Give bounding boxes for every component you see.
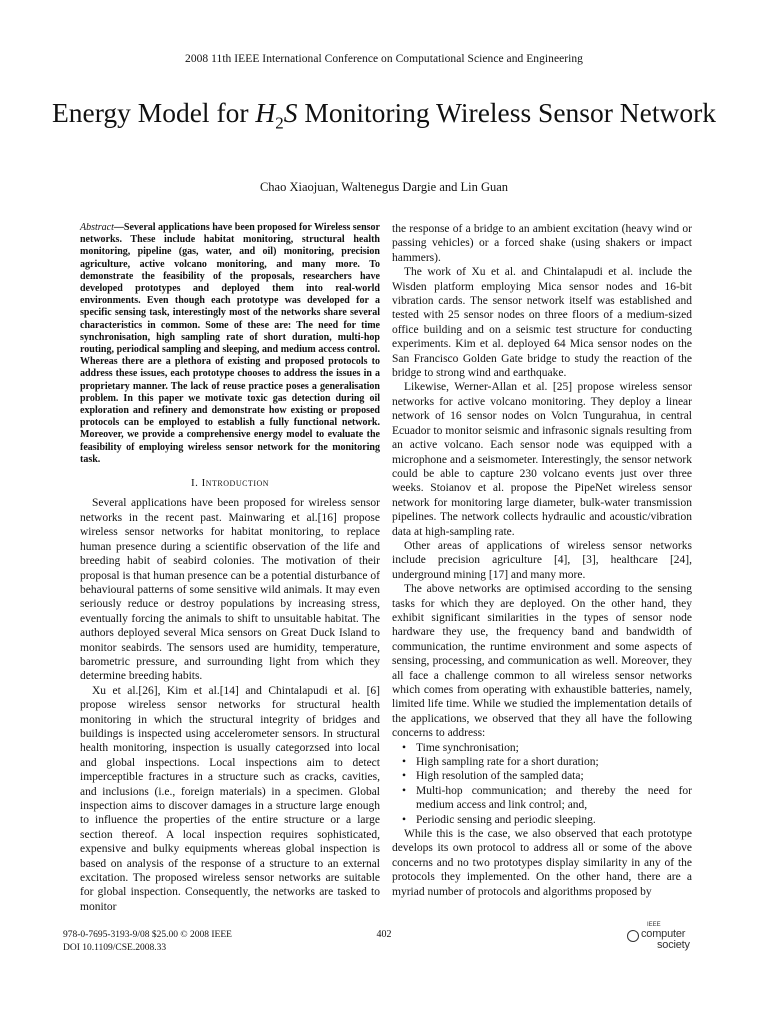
- abstract: [80, 222, 380, 466]
- logo-ieee-text: IEEE: [647, 922, 661, 928]
- body-paragraph: Likewise, Werner-Allan et al. [25] propose wireless sensor networks for active volcano monitoring. They deploy a linear network of 16 sensor nodes on Volcn Tungurahua, in central Ecuador to monitor seismic and infrasonic signals resulting from an active volcano. Each sensor node was equipped with a microphone and a seismometer. Interestingly, the sensor network could be able to capture 230 volcano events just over three weeks. Stoianov et al. propose the PipeNet wireless sensor network for monitoring large diameter, bulk-water transmission pipelines. The network collects hydraulic and acoustic/vibration data at high-sampling rate.: [392, 381, 692, 538]
- abstract-dash: —: [113, 222, 124, 233]
- list-item: • High resolution of the sampled data;: [416, 769, 692, 783]
- body-paragraph: The above networks are optimised according to the sensing tasks for which they are deployed. On the other hand, they exhibit significant similarities in the types of sensor node hardware they use, the frequency band and bandwidth of communication, the runtime environment and some aspects of sensing, processing, and communication as well. Moreover, they all face a challenge common to all wireless sensor networks which comes from operating with exhaustible batteries, namely, limited life time. While we studied the implementation details of the applications, we observed that they all have the following concerns to address:: [392, 583, 692, 740]
- abstract-label: Abstract: [80, 222, 114, 233]
- doi-line: DOI 10.1109/CSE.2008.33: [63, 943, 167, 953]
- conference-header: 2008 11th IEEE International Conference on Computational Science and Engineering: [185, 53, 583, 65]
- list-item: • High sampling rate for a short duration;: [416, 755, 692, 769]
- body-paragraph: The work of Xu et al. and Chintalapudi et al. include the Wisden platform employing Mica sensor nodes and 16-bit vibration cards. The sensor network itself was established and tested with 25 sensor nodes on three floors of a medium-sized office building and on a seismic test structure for conducting experiments. Kim et al. deployed 64 Mica sensor nodes on the San Francisco Golden Gate bridge to study the reaction of the bridge to strong wind and earthquake.: [392, 266, 692, 380]
- title-pre: Energy Model for: [51, 97, 256, 128]
- isbn-line: 978-0-7695-3193-9/08 $25.00 © 2008 IEEE: [63, 930, 232, 940]
- right-column: [392, 222, 692, 899]
- author-list: Chao Xiaojuan, Waltenegus Dargie and Lin Guan: [259, 180, 509, 194]
- concerns-list: [392, 741, 692, 827]
- ieee-computer-society-logo: [627, 922, 707, 952]
- logo-ring-icon: [627, 930, 639, 942]
- body-paragraph: the response of a bridge to an ambient excitation (heavy wind or passing vehicles) or a forced shake (using shakers or impact hammers).: [392, 223, 692, 264]
- intro-paragraph: Xu et al.[26], Kim et al.[14] and Chintalapudi et al. [6] propose wireless sensor networks for structural health monitoring in which the structural integrity of bridges and buildings is inspected using accelerometer sensors. In structural health monitoring, inspection is usually categorzsed into local and global inspections. Local inspections aim to detect imperceptible fractures in a structure such as cracks, cavities, and inclusions (i.e., foreign materials) in a specimen. Global inspection aims to discover damages in a structure large enough to influence the properties of the entire structure or a large section thereof. A local inspection requires sophisticated, expensive and bulky equipments whereas global inspection is based on analysis of the response of a structure to an external excitation. The proposed wireless sensor networks are suitable for global inspection. Consequently, the networks are tasked to monitor: [80, 684, 380, 913]
- title-formula-sub: 2: [275, 113, 284, 133]
- list-item: • Multi-hop communication; and thereby the need for medium access and link control; and,: [416, 784, 692, 813]
- body-paragraph: Other areas of applications of wireless sensor networks include precision agriculture [4], [3], healthcare [24], underground mining [17] and many more.: [392, 539, 692, 581]
- title-formula-h: H: [255, 97, 276, 128]
- intro-paragraph: Several applications have been proposed for wireless sensor networks in the recent past. Mainwaring et al.[16] propose wireless sensor networks for habitat monitoring, to replace human presence during a scientific observation of the life and breeding habit of seabird colonies. The motivation of their proposal is that human presence can be a potential disturbance of behavioural patterns of some sensitive wild animals. It may even seriously reduce or destroy populations by increasing stress, eventually forcing the animals to shift to unsuitable habitat. The authors deployed several Mica sensors on Great Duck Island to monitor seabirds. The sensors used are humidity, temperature, barometric pressure, and surrounding light from which they determine breeding habits.: [80, 497, 380, 683]
- paper-title: [40, 94, 728, 142]
- logo-word-society: society: [657, 939, 690, 951]
- title-formula-s: S: [283, 97, 298, 128]
- logo-word-computer: computer: [641, 928, 686, 940]
- body-paragraph: While this is the case, we also observed that each prototype develops its own protocol to address all or some of the above concerns and no two prototypes display similarity in any of the protocols they implemented. On the other hand, there are a myriad number of protocols and algorithms proposed by: [392, 828, 692, 898]
- title-post: Monitoring Wireless Sensor Network: [297, 97, 716, 128]
- list-item: • Periodic sensing and periodic sleeping.: [416, 813, 692, 827]
- page-number: 402: [376, 929, 392, 940]
- section-heading: I. Introduction: [190, 477, 270, 490]
- list-item: • Time synchronisation;: [416, 741, 692, 755]
- abstract-text: Several applications have been proposed for Wireless sensor networks. These include habitat monitoring, structural health monitoring, pipeline (gas, water, and oil) monitoring, precision agriculture, active volcano monitoring, and many more. To demonstrate the feasibility of the proposals, researchers have developed prototypes and deployed them into real-world environments. Even though each prototype was developed for a specific sensing task, interestingly most of the networks share several characteristics in common. Some of these are: The need for time synchronisation, high sampling rate of short duration, multi-hop routing, periodical sampling and sleeping, and medium access control. Whereas there are a plethora of existing and proposed protocols to address these issues, each prototype chooses to address the issues in a proprietary manner. The lack of reuse practice poses a generalisation problem. In this paper we motivate toxic gas detection during oil exploration and refinery and demonstrate how existing or proposed protocols can be employed to establish a fully functional network. Moreover, we provide a comprehensive energy model to evaluate the feasibility of employing wireless sensor network for the monitoring task.: [80, 222, 380, 465]
- left-column: [80, 222, 380, 914]
